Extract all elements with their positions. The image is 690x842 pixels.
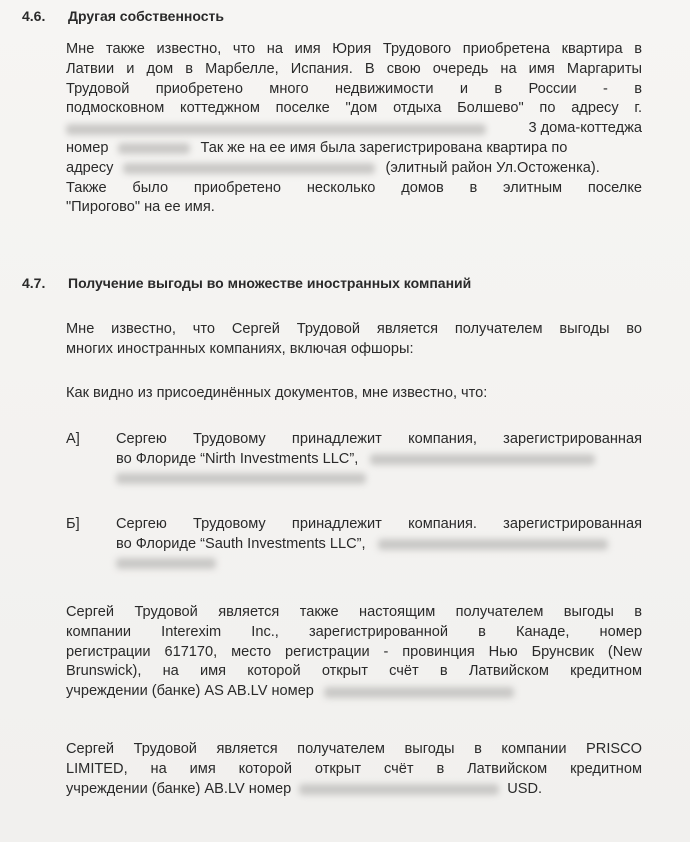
section-4-7-intro <box>66 320 642 360</box>
text-line: многих иностранных компаниях, включая офшоры: <box>66 340 414 357</box>
list-marker: А] <box>66 431 80 447</box>
text-fragment: учреждении (банке) AB.LV номер <box>66 780 292 797</box>
redacted-address <box>123 163 375 174</box>
text-line <box>66 159 642 179</box>
text-line: "Пирогово" на ее имя. <box>66 199 215 216</box>
section-4-6-heading <box>22 8 224 24</box>
redacted-account-number <box>299 784 499 795</box>
text-line: Мне также известно, что на имя Юрия Трудового приобретена квартира в <box>66 41 642 57</box>
section-4-7-heading <box>22 275 471 291</box>
redacted-registration <box>378 539 608 550</box>
text-line <box>116 470 642 490</box>
text-fragment: 3 дома-коттеджа <box>528 120 642 137</box>
redacted-registration <box>116 473 366 484</box>
text-line: Сергей Трудовой является также настоящим получателем выгоды в <box>66 604 642 620</box>
text-line: Трудовой приобретено много недвижимости и в России - в <box>66 80 642 97</box>
text-line: LIMITED, на имя которой открыт счёт в Латвийском кредитном <box>66 760 642 777</box>
text-fragment: (элитный район Ул.Остоженка). <box>385 159 600 176</box>
text-line <box>66 139 642 159</box>
list-item <box>66 430 642 490</box>
documents-intro <box>66 384 642 404</box>
text-line: Сергею Трудовому принадлежит компания, зарегистрированная <box>116 431 642 447</box>
text-line <box>116 450 642 470</box>
text-fragment: адресу <box>66 159 114 176</box>
text-line: Как видно из присоединённых документов, мне известно, что: <box>66 385 488 401</box>
text-line <box>66 119 642 139</box>
text-fragment: номер <box>66 139 109 156</box>
text-fragment: во Флориде “Sauth Investments LLC”, <box>116 535 366 552</box>
text-line <box>116 535 642 555</box>
text-fragment: учреждении (банке) AS AB.LV номер <box>66 683 314 700</box>
text-line: Сергей Трудовой является получателем выгоды в компании PRISCO <box>66 741 642 757</box>
text-line: Brunswick), на имя которой открыт счёт в Латвийском кредитном <box>66 663 642 680</box>
text-line: Сергею Трудовому принадлежит компания. зарегистрированная <box>116 516 642 532</box>
text-line: компании Interexim Inc., зарегистрированной в Канаде, номер <box>66 623 642 640</box>
prisco-paragraph <box>66 740 642 799</box>
redacted-number <box>118 143 190 154</box>
text-line: Латвии и дом в Марбелле, Испания. В свою очередь на имя Маргариты <box>66 60 642 77</box>
list-item-body <box>116 515 642 574</box>
section-number: 4.7. <box>22 275 46 291</box>
list-item <box>66 515 642 575</box>
redacted-address <box>66 124 486 135</box>
list-marker: Б] <box>66 516 80 532</box>
text-line <box>116 555 642 575</box>
interexim-paragraph <box>66 603 642 702</box>
text-line: регистрации 617170, место регистрации - провинция Нью Брунсвик (New <box>66 643 642 660</box>
section-title: Получение выгоды во множестве иностранных компаний <box>68 275 472 291</box>
section-number: 4.6. <box>22 8 46 24</box>
section-title: Другая собственность <box>68 8 224 24</box>
text-line <box>66 682 642 702</box>
text-fragment: USD. <box>507 780 543 797</box>
section-4-6-paragraph <box>66 40 642 218</box>
text-fragment: во Флориде “Nirth Investments LLC”, <box>116 450 359 467</box>
redacted-registration <box>370 454 595 465</box>
text-fragment: Так же на ее имя была зарегистрирована квартира по <box>200 139 568 156</box>
list-item-body <box>116 430 642 489</box>
redacted-account-number <box>324 687 514 698</box>
text-line <box>66 780 642 800</box>
text-line: Мне известно, что Сергей Трудовой является получателем выгоды во <box>66 321 642 337</box>
text-line: подмосковном коттеджном поселке "дом отдыха Болшево" по адресу г. <box>66 100 642 117</box>
redacted-registration <box>116 558 216 569</box>
text-line: Также было приобретено несколько домов в элитным поселке <box>66 179 642 196</box>
